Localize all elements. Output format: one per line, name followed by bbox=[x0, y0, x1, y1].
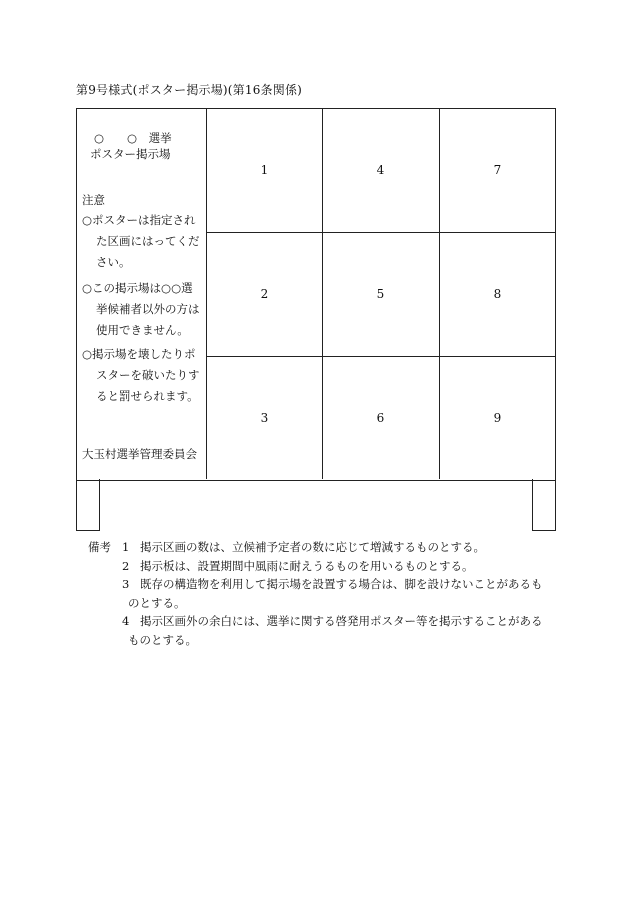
remark-text: 既存の構造物を利用して掲示場を設置する場合は、脚を設けないことがあるも bbox=[140, 577, 543, 591]
remark-text: 掲示区画の数は、立候補予定者の数に応じて増減するものとする。 bbox=[140, 540, 485, 554]
notice-item bbox=[82, 344, 204, 407]
poster-slot-number: 6 bbox=[376, 411, 385, 425]
remark-number: 3 bbox=[122, 577, 130, 591]
committee-name: 大玉村選挙管理委員会 bbox=[82, 447, 197, 461]
notice-line: ると罰せられます。 bbox=[96, 389, 199, 403]
remark-text: のとする。 bbox=[128, 595, 186, 610]
row-divider bbox=[206, 356, 556, 357]
notice-line: た区画にはってくだ bbox=[96, 234, 200, 248]
remark-item bbox=[88, 575, 558, 612]
remark-text: 掲示区画外の余白には、選挙に関する啓発用ポスター等を掲示することがある bbox=[140, 614, 543, 628]
remark-text: 掲示板は、設置期間中風雨に耐えうるものを用いるものとする。 bbox=[140, 558, 474, 573]
notice-line: ○掲示場を壊したりポ bbox=[82, 347, 196, 361]
remark-number: 4 bbox=[122, 614, 130, 628]
notice-line: 使用できません。 bbox=[96, 323, 189, 337]
remark-number: 1 bbox=[122, 540, 130, 554]
notice-line: 挙候補者以外の方は bbox=[96, 302, 200, 316]
poster-slot-number: 1 bbox=[260, 163, 269, 177]
poster-slot-number: 8 bbox=[493, 287, 502, 301]
board-heading-line2: ポスター掲示場 bbox=[90, 147, 171, 161]
poster-board bbox=[76, 108, 556, 532]
remark-text: ものとする。 bbox=[128, 632, 197, 647]
poster-slot-number: 2 bbox=[260, 287, 269, 301]
remark-item bbox=[88, 557, 558, 576]
notice-line: スターを破いたりす bbox=[96, 368, 200, 382]
notice-label: 注意 bbox=[82, 193, 105, 207]
notice-item bbox=[82, 278, 204, 341]
remark-item bbox=[88, 612, 558, 649]
remarks-label: 備考 bbox=[88, 540, 111, 554]
row-divider bbox=[206, 232, 556, 233]
poster-slot-number: 3 bbox=[260, 411, 269, 425]
notice-line: ○ポスターは指定され bbox=[82, 213, 196, 227]
remark-item bbox=[88, 538, 558, 557]
notice-item bbox=[82, 210, 204, 273]
notice-line: ○この掲示場は○○選 bbox=[82, 281, 193, 295]
board-leg-right bbox=[532, 479, 556, 531]
notice-line: さい。 bbox=[96, 255, 131, 269]
board-leg-left bbox=[76, 479, 100, 531]
board-info-panel bbox=[76, 108, 206, 479]
board-heading-line1: ○ ○ 選挙 bbox=[94, 131, 172, 145]
poster-slot-number: 9 bbox=[493, 411, 502, 425]
remarks-section bbox=[88, 538, 558, 649]
poster-slot-number: 5 bbox=[376, 287, 385, 301]
document-title: 第9号様式(ポスター掲示場)(第16条関係) bbox=[76, 83, 303, 97]
remark-number: 2 bbox=[122, 558, 130, 573]
poster-slot-number: 7 bbox=[493, 163, 502, 177]
poster-slot-number: 4 bbox=[376, 163, 385, 177]
